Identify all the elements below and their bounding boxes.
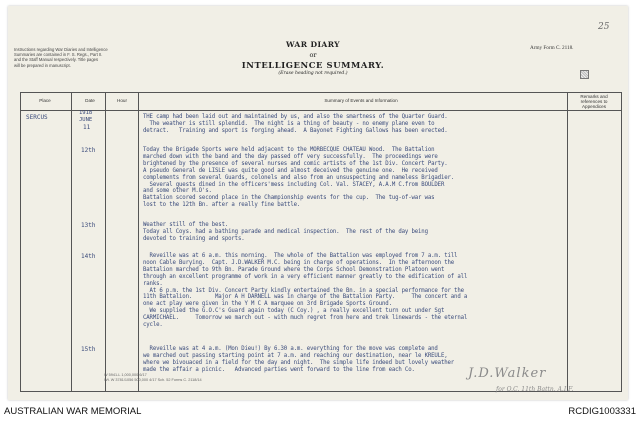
instructions-note [14, 47, 174, 68]
note-line: Instructions regarding War Diaries and Intelligence [14, 47, 108, 52]
date-year: 1918 [79, 110, 93, 116]
intelligence-summary-title: INTELLIGENCE SUMMARY. [241, 60, 385, 70]
title-or: or [309, 51, 317, 59]
form-title [223, 40, 403, 76]
entry-12: Today the Brigade Sports were held adjacent to the MORBECQUE CHATEAU Wood. The Battalion marched down with the band and the day passed off very successfully. The proceedings were brightened by the presence of several nurses and comic artists of the 1st Div. Concert Party. A pseudo General de LISLE was quite good and almost deceived the genuine one. He received complements from several Guards, colonels and also from an unsuspecting and nameless Brigadier. Several guests dined in the officers'mess including Col. Val. STACEY, A.A.M C.from BOULDER and some other M.O's. Battalion scored second place in the Championship events for the cup. The tug-of-war was lost to the 12th Bn. after a really fine battle. [143, 147, 455, 209]
entry-15: Reveille was at 4 a.m. (Mon Dieu!) By 6.30 a.m. everything for the move was complete and we marched out passing starting point at 7 a.m. and reaching our destination, near le KREULE, where we bivouaced in a field for the day and night. The simple life indeed but lovely weather made the affair a picnic. Advanced parties went forward to the line from each Co. [143, 346, 455, 373]
stamp-mark [580, 70, 589, 79]
divider [71, 93, 72, 391]
divider [138, 93, 139, 391]
date-13: 13th [81, 222, 96, 229]
date-12: 12th [81, 147, 96, 154]
note-line: will be prepared in manuscript. [14, 62, 71, 68]
date-month: JUNE [79, 117, 93, 123]
date-15: 15th [81, 346, 96, 353]
date-11: 11 [83, 124, 91, 131]
diary-page [8, 6, 628, 400]
printer-imprint [104, 373, 202, 382]
entry-13: Weather still of the best. Today all Coys. had a bathing parade and medical inspection. The rest of the day being devoted to training and sports. [143, 222, 428, 242]
handwritten-page-ref: 25 [598, 22, 610, 32]
divider [105, 93, 106, 391]
war-diary-title: WAR DIARY [285, 40, 340, 49]
imprint-line: Wt. W 3781/1056 500,000 4/17 Sch. 52 Forms C. 2118/14 [104, 377, 202, 382]
erase-heading-note: (Erase heading not required.) [278, 71, 348, 76]
note-line: Summaries are contained in F. S. Regs., Part II. [14, 52, 103, 58]
army-form-number: Army Form C. 2118. [530, 45, 574, 51]
diary-table [20, 92, 622, 392]
col-date: Date [85, 98, 95, 103]
date-14: 14th [81, 253, 96, 260]
signature: J.D.Walker [468, 366, 547, 381]
col-remarks: Remarks and references to Appendices [580, 94, 608, 109]
entry-14: Reveille was at 6 a.m. this morning. The whole of the Battalion was employed from 7 a.m. till noon Cable Burying. Capt. J.D.WALKER M.C. being in charge of operations. In the afternoon the Battalion marched to 9th Bn. Parade Ground where the Corps School Demonstration Platoon went through an excellent programme of work in a very efficient manner greatly to the edification of all ranks. At 6 p.m. the 1st Div. Concert Party kindly entertained the Bn. in a special performance for the 11th Battalion. Major A H DARNELL was in charge of the Battalion Party. The concert and a one act play were given in the Y M C A marquee on 3rd Brigade Sports Ground. We supplied the G.O.C's Guard again today (C Coy.) , a really excellent turn out under Sgt CARMICHAEL. Tomorrow we march out - with much regret from here and trek linewards - the eternal cycle. [143, 253, 468, 329]
col-place: Place [39, 98, 51, 103]
signature-subtitle: for O.C. 11th Battn. A.I.F. [496, 386, 574, 393]
note-line: and the Staff Manual respectively. Title pages [14, 57, 99, 63]
table-header [21, 93, 621, 111]
caption-record-id: RCDIG1003331 [568, 406, 636, 417]
col-summary: Summary of Events and Information [324, 98, 398, 103]
imprint-line: W 5941-L 1,000,000 6/17 [104, 373, 147, 377]
place-value: SERCUS [26, 114, 48, 121]
entry-11: THE camp had been laid out and maintained by us, and also the smartness of the Quarter Guard. The weather is still splendid. The night is a thing of beauty - no enemy plane even to detract. Training and sport is forging ahead. A Bayonet Fighting Gallows has been erected. [143, 114, 448, 134]
col-hour: Hour [117, 98, 127, 103]
caption-archive-name: AUSTRALIAN WAR MEMORIAL [4, 406, 142, 417]
